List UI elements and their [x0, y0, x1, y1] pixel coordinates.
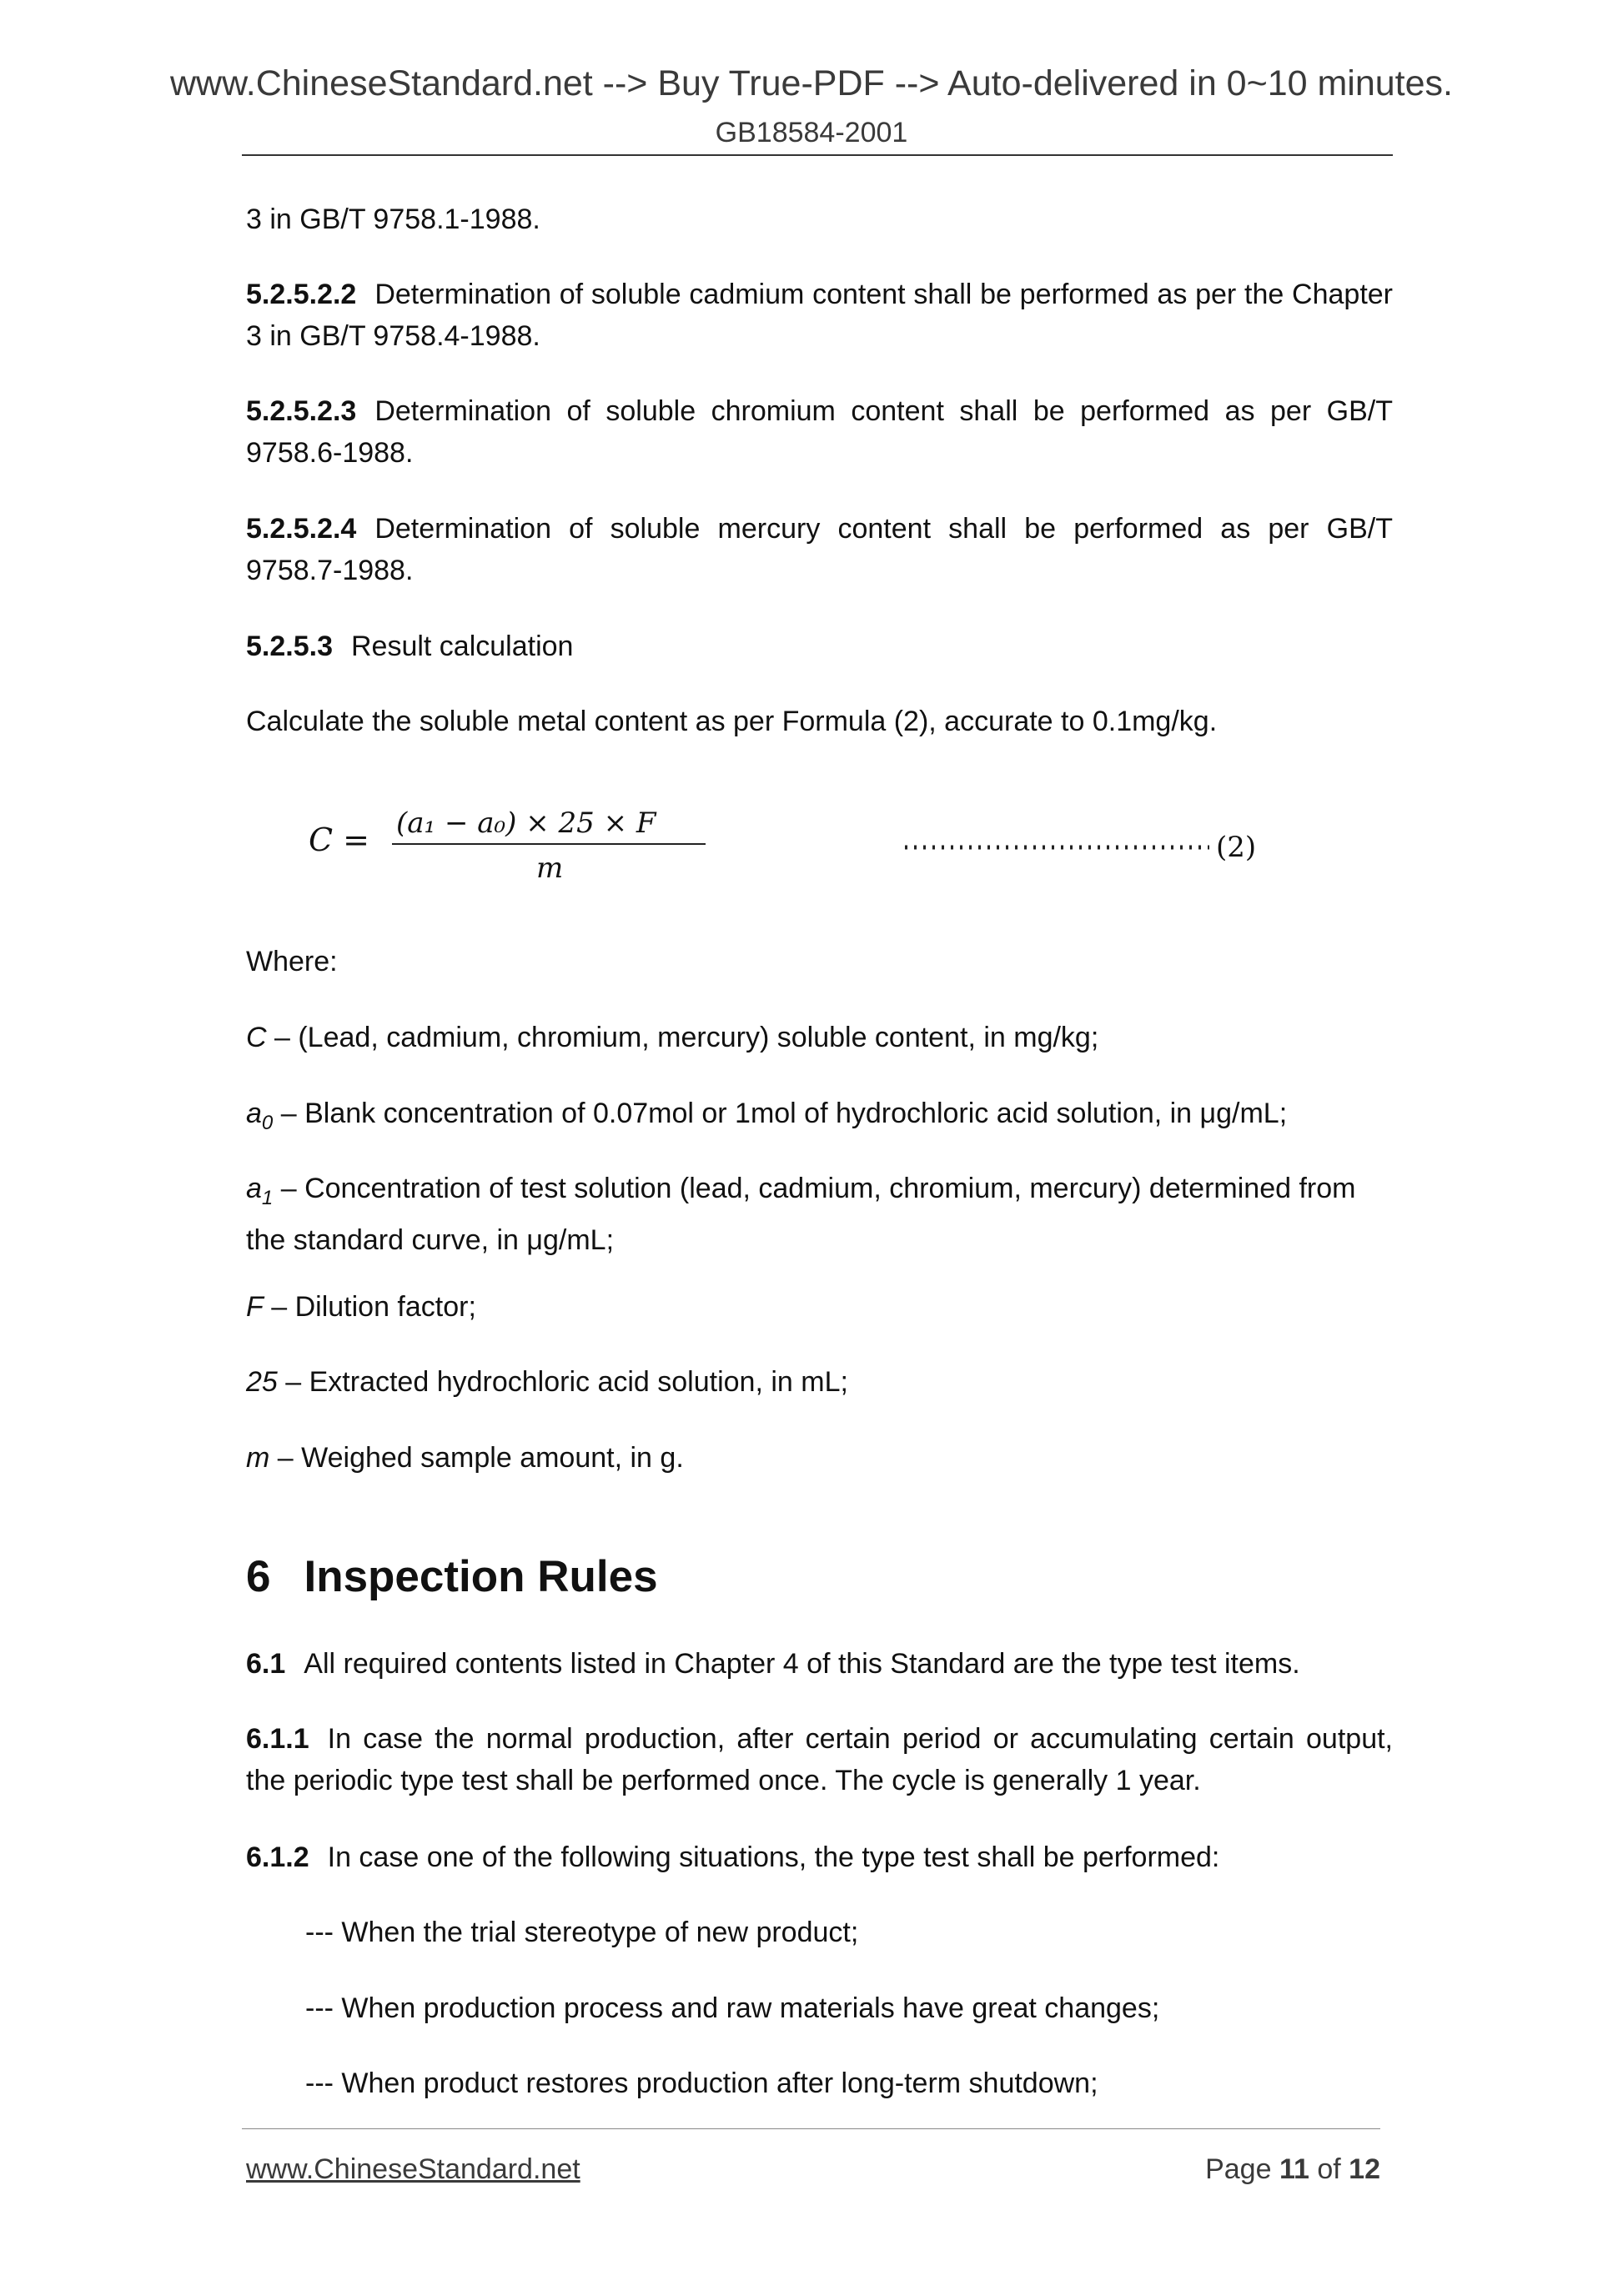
- clause-text: In case the normal production, after certain period or accumulating certain output, the periodic type test shall be performed once. The cycle is generally 1 year.: [246, 1723, 1393, 1796]
- clause-number: 5.2.5.2.4: [246, 513, 357, 545]
- list-item: --- When the trial stereotype of new product;: [305, 1917, 859, 1948]
- page-total: 12: [1349, 2153, 1380, 2185]
- clause-6-1-2: [246, 1836, 1393, 1878]
- definition-a1: [246, 1168, 1393, 1261]
- definition-m: [246, 1437, 1393, 1479]
- definition-25: [246, 1361, 1393, 1403]
- page-current: 11: [1279, 2153, 1309, 2185]
- formula-2: [309, 801, 1309, 892]
- clause-5-2-5-3: [246, 625, 1393, 667]
- formula-numerator: (a₁ − a₀) × 25 × F: [396, 806, 656, 840]
- formula-number: (2): [1216, 831, 1257, 864]
- clause-number: 5.2.5.2.3: [246, 395, 357, 427]
- clause-5-2-5-2-2: [246, 274, 1393, 357]
- paragraph-continuation: 3 in GB/T 9758.1-1988.: [246, 203, 540, 235]
- formula-intro: Calculate the soluble metal content as per Formula (2), accurate to 0.1mg/kg.: [246, 706, 1218, 737]
- clause-text: Determination of soluble cadmium content shall be performed as per the Chapter 3 in GB/T 9758.4-1988.: [246, 279, 1393, 352]
- formula-denominator: m: [536, 852, 564, 885]
- clause-text: Result calculation: [350, 631, 574, 662]
- definition-text: – Blank concentration of 0.07mol or 1mol of hydrochloric acid solution, in μg/mL;: [273, 1098, 1288, 1129]
- definition-text: – Concentration of test solution (lead, cadmium, chromium, mercury) determined from the standard curve, in μg/mL;: [246, 1173, 1356, 1256]
- clause-number: 6.1: [246, 1648, 286, 1680]
- symbol: 25: [246, 1366, 278, 1398]
- symbol: a: [246, 1173, 262, 1204]
- definition-a0: [246, 1093, 1393, 1144]
- clause-5-2-5-2-3: [246, 390, 1393, 474]
- header-banner: www.ChineseStandard.net --> Buy True-PDF --> Auto-delivered in 0~10 minutes.: [169, 63, 1453, 103]
- page-indicator: [1205, 2153, 1380, 2186]
- definition-c: [246, 1017, 1393, 1058]
- symbol: C: [246, 1022, 267, 1053]
- where-label: Where:: [246, 946, 338, 977]
- header-divider: [242, 154, 1393, 156]
- symbol: m: [246, 1442, 270, 1474]
- footer-link[interactable]: www.ChineseStandard.net: [246, 2153, 580, 2185]
- clause-text: All required contents listed in Chapter 4 of this Standard are the type test items.: [304, 1648, 1300, 1680]
- clause-text: Determination of soluble mercury content shall be performed as per GB/T 9758.7-1988.: [246, 513, 1393, 586]
- section-title: Inspection Rules: [304, 1552, 658, 1601]
- symbol: F: [246, 1291, 264, 1323]
- definition-f: [246, 1286, 1393, 1328]
- definition-text: – Extracted hydrochloric acid solution, in mL;: [277, 1366, 848, 1398]
- clause-5-2-5-2-4: [246, 508, 1393, 591]
- page-of: of: [1317, 2153, 1341, 2185]
- list-item: --- When product restores production after long-term shutdown;: [305, 2067, 1098, 2099]
- definition-text: – Weighed sample amount, in g.: [269, 1442, 684, 1474]
- symbol-subscript: 0: [261, 1111, 274, 1134]
- clause-6-1-1: [246, 1718, 1393, 1801]
- clause-number: 5.2.5.3: [246, 631, 333, 662]
- clause-6-1: [246, 1643, 1393, 1685]
- footer-divider: [242, 2128, 1380, 2129]
- definition-text: – (Lead, cadmium, chromium, mercury) soluble content, in mg/kg;: [266, 1022, 1099, 1053]
- list-item: --- When production process and raw materials have great changes;: [305, 1992, 1160, 2024]
- section-number: 6: [246, 1552, 271, 1601]
- page-label: Page: [1205, 2153, 1272, 2185]
- clause-text: Determination of soluble chromium content shall be performed as per GB/T 9758.6-1988.: [246, 395, 1393, 469]
- clause-number: 6.1.2: [246, 1841, 309, 1873]
- definition-text: – Dilution factor;: [263, 1291, 476, 1323]
- formula-lhs: C =: [309, 821, 369, 858]
- document-id: GB18584-2001: [715, 117, 908, 148]
- clause-text: In case one of the following situations, the type test shall be performed:: [327, 1841, 1220, 1873]
- clause-number: 5.2.5.2.2: [246, 279, 357, 310]
- symbol: a: [246, 1098, 262, 1129]
- clause-number: 6.1.1: [246, 1723, 309, 1755]
- section-heading: [246, 1551, 658, 1602]
- symbol-subscript: 1: [261, 1186, 274, 1209]
